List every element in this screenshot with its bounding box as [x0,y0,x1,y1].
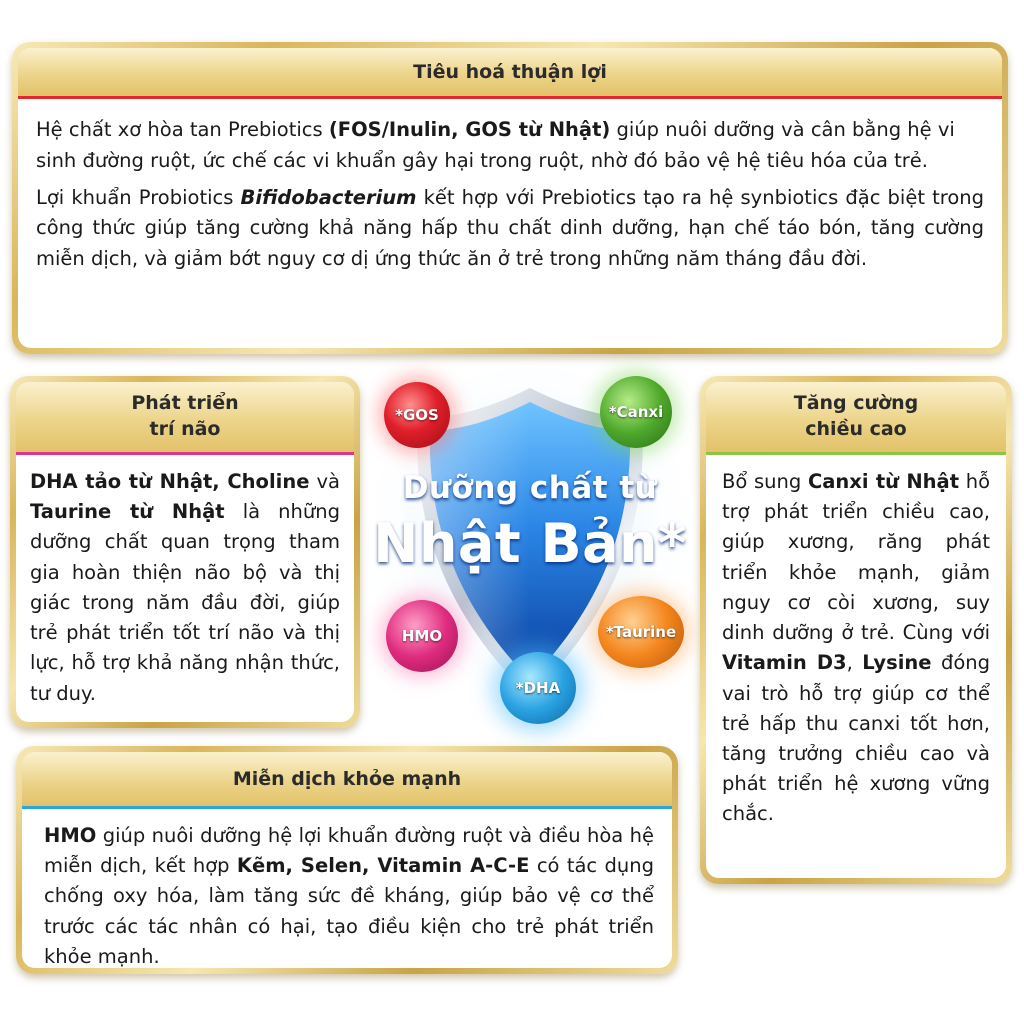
canxi-orb: *Canxi [600,376,672,448]
height-panel-body: Bổ sung Canxi từ Nhật hỗ trợ phát triển chiều cao, giúp xương, răng phát triển khỏe mạnh, giảm nguy cơ còi xương, suy dinh dưỡng ở trẻ. Cùng với Vitamin D3, Lysine đóng vai trò hỗ trợ giúp cơ thể trẻ hấp thu canxi tốt hơn, tăng trưởng chiều cao và phát triển hệ xương vững chắc. [722,470,991,826]
digestion-panel [12,42,1008,354]
digestion-paragraph-1: Hệ chất xơ hòa tan Prebiotics (FOS/Inulin, GOS từ Nhật) giúp nuôi dưỡng và cân bằng hệ vi sinh đường ruột, ức chế các vi khuẩn gây hại trong ruột, nhờ đó bảo vệ hệ tiêu hóa của trẻ. [36,118,955,172]
immunity-panel-inner [22,752,672,968]
brain-panel-title [16,382,354,455]
brain-panel-body: DHA tảo từ Nhật, Choline và Taurine từ Nhật là những dưỡng chất quan trọng tham gia hoàn thiện não bộ và thị giác trong năm đầu đời, giúp trẻ phát triển tốt trí não và thị lực, hỗ trợ khả năng nhận thức, tư duy. [30,470,340,705]
gos-orb: *GOS [384,382,450,448]
shield-line2: Nhật Bản* [373,512,687,575]
digestion-panel-inner [18,48,1002,348]
immunity-panel-body: HMO giúp nuôi dưỡng hệ lợi khuẩn đường ruột và điều hòa hệ miễn dịch, kết hợp Kẽm, Selen, Vitamin A-C-E có tác dụng chống oxy hóa, làm tăng sức đề kháng, giúp bảo vệ cơ thể trước các tác nhân có hại, tạo điều kiện cho trẻ phát triển khỏe mạnh. [44,824,654,968]
dha-orb: *DHA [500,652,576,724]
shield-line1: Dưỡng chất từ [402,470,658,506]
height-panel-inner [706,382,1006,878]
immunity-panel [16,746,678,974]
digestion-panel-body [18,99,1002,348]
brain-panel [10,376,360,728]
immunity-panel-title: Miễn dịch khỏe mạnh [22,752,672,809]
brain-title-line2: trí não [149,418,221,440]
digestion-paragraph-2: Lợi khuẩn Probiotics Bifidobacterium kết hợp với Prebiotics tạo ra hệ synbiotics đặc biệt trong công thức giúp tăng cường khả năng hấp thu chất dinh dưỡng, hạn chế táo bón, tăng cường miễn dịch, và giảm bớt nguy cơ dị ứng thức ăn ở trẻ trong những năm tháng đầu đời. [36,185,985,271]
taurine-orb: *Taurine [598,596,684,668]
height-panel [700,376,1012,884]
height-title-line2: chiều cao [805,418,907,440]
height-panel-title [706,382,1006,455]
brain-panel-inner [16,382,354,722]
brain-title-line1: Phát triển [131,392,239,415]
digestion-panel-title: Tiêu hoá thuận lợi [18,48,1002,99]
height-title-line1: Tăng cường [793,392,919,415]
nutrient-shield-graphic [360,352,700,722]
hmo-orb: HMO [386,600,458,672]
